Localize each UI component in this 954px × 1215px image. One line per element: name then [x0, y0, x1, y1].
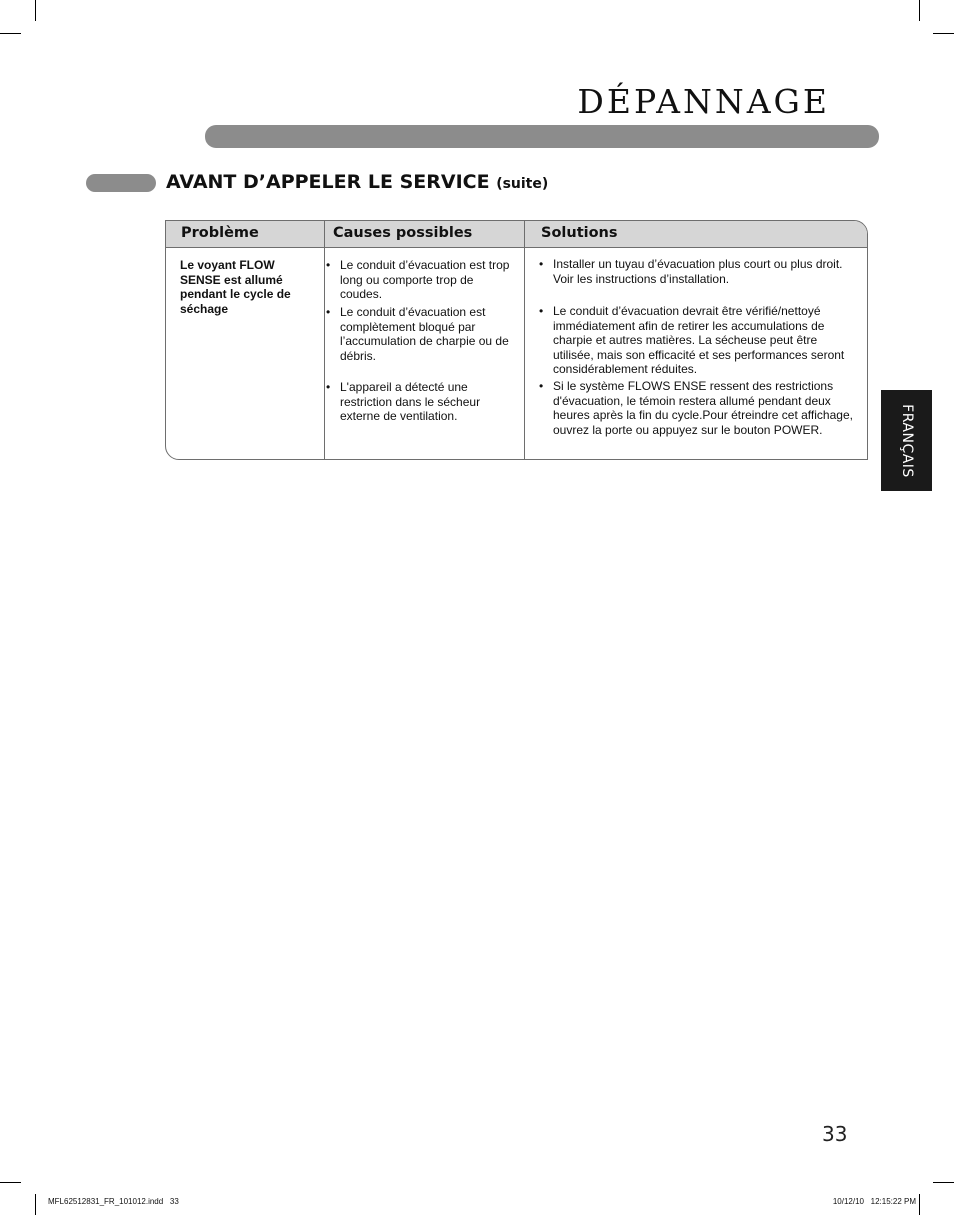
solution-item: • Si le système FLOWS ENSE ressent des restrictions d'évacuation, le témoin restera allumé pendant deux heures après la fin du cycle.Pour étreindre cet affichage, ouvrez la porte ou appuyez sur le bouton POWER.	[539, 379, 857, 437]
header-solutions: Solutions	[541, 225, 618, 241]
solution-item: • Installer un tuyau d’évacuation plus court ou plus droit. Voir les instructions d’installation.	[539, 257, 857, 286]
section-heading-text: AVANT D’APPELER LE SERVICE	[166, 171, 490, 193]
table-header	[166, 221, 867, 248]
language-tab-label: FRANÇAIS	[898, 403, 915, 478]
column-divider	[524, 221, 525, 459]
crop-mark	[35, 1194, 36, 1215]
header-problem: Problème	[181, 225, 259, 241]
cause-item: • Le conduit d’évacuation est trop long ou comporte trop de coudes.	[326, 258, 516, 302]
section-heading	[166, 171, 548, 193]
crop-mark	[919, 0, 920, 21]
cause-item: • L'appareil a détecté une restriction dans le sécheur externe de ventilation.	[326, 380, 516, 424]
section-pill	[86, 174, 156, 192]
crop-mark	[0, 33, 21, 34]
cause-item: • Le conduit d’évacuation est complètement bloqué par l’accumulation de charpie ou de débris.	[326, 305, 516, 363]
title-bar	[205, 125, 879, 148]
solution-item: • Le conduit d’évacuation devrait être vérifié/nettoyé immédiatement afin de retirer les accumulations de charpie et autres matières. La sécheuse peut être utilisée, mais son efficacité et ses performances seront considérablement réduites.	[539, 304, 857, 377]
footer-timestamp: 10/12/10 12:15:22 PM	[832, 1197, 916, 1206]
page-number: 33	[822, 1122, 848, 1146]
crop-mark	[933, 1182, 954, 1183]
crop-mark	[919, 1194, 920, 1215]
language-tab	[881, 390, 932, 491]
header-causes: Causes possibles	[333, 225, 473, 241]
page-title: DÉPANNAGE	[577, 82, 830, 121]
problem-cell: Le voyant FLOW SENSE est allumé pendant le cycle de séchage	[180, 258, 291, 316]
crop-mark	[933, 33, 954, 34]
section-heading-suffix: (suite)	[496, 176, 549, 192]
footer-file-info: MFL62512831_FR_101012.indd 33	[48, 1197, 179, 1206]
crop-mark	[0, 1182, 21, 1183]
column-divider	[324, 221, 325, 459]
troubleshooting-table	[165, 220, 868, 460]
crop-mark	[35, 0, 36, 21]
